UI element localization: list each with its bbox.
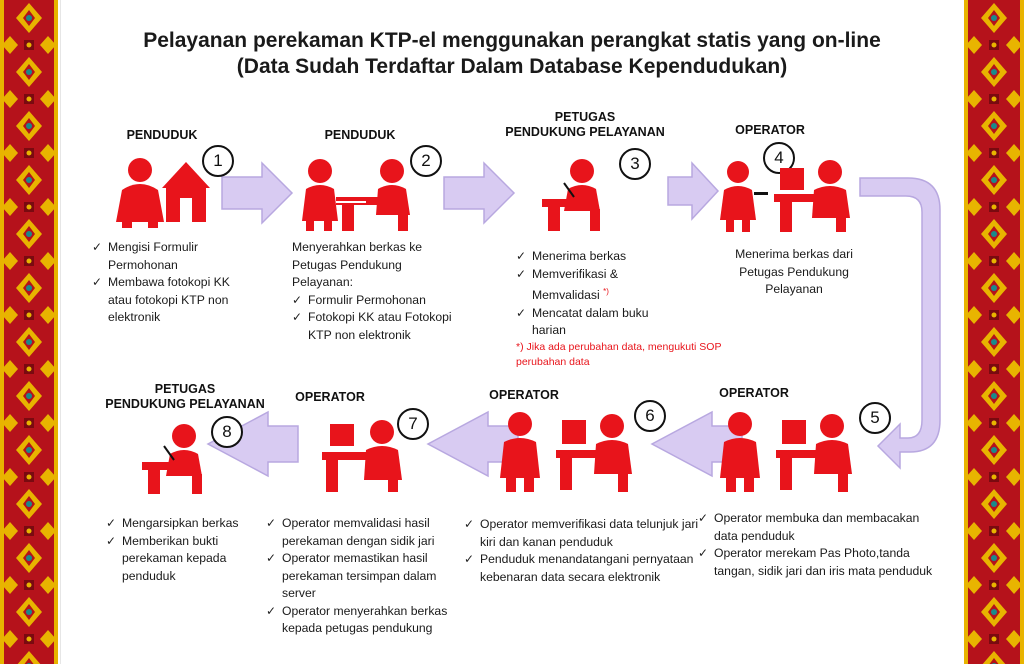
step-1-description <box>92 239 257 327</box>
step-1-number: 1 <box>202 145 234 177</box>
step-6-number: 6 <box>634 400 666 432</box>
step-7-description <box>266 515 466 638</box>
operator-computer-icon <box>718 158 858 234</box>
officer-archiving-icon <box>138 422 218 496</box>
step-7-number: 7 <box>397 408 429 440</box>
step-3-description <box>516 248 676 340</box>
step-8-item-1: ✓ Mengarsipkan berkas <box>106 515 266 533</box>
step-6-label: OPERATOR <box>489 388 559 402</box>
arrow-1-2 <box>222 163 292 223</box>
step-2-item-1: ✓ Formulir Permohonan <box>292 292 462 310</box>
step-2-label: PENDUDUK <box>324 128 396 142</box>
step-3-footnote: *) Jika ada perubahan data, mengukuti SOP perubahan data <box>516 341 722 368</box>
step-2-number: 2 <box>410 145 442 177</box>
step-3-note-mark: *) <box>603 287 609 296</box>
step-4-number: 4 <box>763 142 795 174</box>
step-1-item-2: ✓ Membawa fotokopi KK atau fotokopi KTP non elektronik <box>92 274 257 327</box>
step-7-item-3: ✓ Operator menyerahkan berkas kepada petugas pendukung <box>266 603 466 638</box>
step-5-item-1: ✓ Operator membuka dan membacakan data penduduk <box>698 510 938 545</box>
title-line-1: Pelayanan perekaman KTP-el menggunakan perangkat statis yang on-line <box>143 29 881 52</box>
step-8-label-line-1: PETUGAS <box>154 382 216 396</box>
step-3-item-2 <box>516 266 676 305</box>
step-7-item-1: ✓ Operator memvalidasi hasil perekaman dengan sidik jari <box>266 515 466 550</box>
person-house-icon <box>108 150 218 230</box>
step-1-label: PENDUDUK <box>126 128 198 142</box>
step-7-item-2: ✓ Operator memastikan hasil perekaman tersimpan dalam server <box>266 550 466 603</box>
operator-verifying-icon <box>498 410 638 494</box>
step-3-item-3: ✓ Mencatat dalam buku harian <box>516 305 676 340</box>
step-5-item-2: ✓ Operator merekam Pas Photo,tanda tangan, sidik jari dan iris mata penduduk <box>698 545 938 580</box>
officer-writing-icon <box>538 155 618 233</box>
step-3-label-line-1: PETUGAS <box>554 110 616 124</box>
arrow-3-4 <box>668 163 718 219</box>
step-2-item-2: ✓ Fotokopi KK atau Fotokopi KTP non elektronik <box>292 309 462 344</box>
step-8-label <box>100 382 270 412</box>
step-5-label: OPERATOR <box>719 386 789 400</box>
step-8-item-2: ✓ Memberikan bukti perekaman kepada penduduk <box>106 533 266 586</box>
step-6-description <box>464 516 700 586</box>
person-handover-icon <box>298 155 428 235</box>
step-1-item-1: ✓ Mengisi Formulir Permohonan <box>92 239 257 274</box>
operator-recording-icon <box>718 410 858 494</box>
operator-validating-icon <box>318 420 408 494</box>
step-6-item-1: ✓ Operator memverifikasi data telunjuk jari kiri dan kanan penduduk <box>464 516 700 551</box>
step-2-intro: Menyerahkan berkas ke Petugas Pendukung Pelayanan: <box>292 240 423 289</box>
step-4-description: Menerima berkas dari Petugas Pendukung Pelayanan <box>735 247 853 296</box>
step-4-label: OPERATOR <box>735 123 805 137</box>
step-6-item-2: ✓ Penduduk menandatangani pernyataan kebenaran data secara elektronik <box>464 551 700 586</box>
step-8-description <box>106 515 266 585</box>
step-3-label-line-2: PENDUKUNG PELAYANAN <box>505 125 665 139</box>
step-3-item-1: ✓ Menerima berkas <box>516 248 676 266</box>
step-7-label: OPERATOR <box>295 390 365 404</box>
step-5-number: 5 <box>859 402 891 434</box>
step-8-label-line-2: PENDUKUNG PELAYANAN <box>105 397 265 411</box>
step-3-label <box>500 110 670 140</box>
step-2-description <box>292 239 462 344</box>
title-line-2: (Data Sudah Terdaftar Dalam Database Kependudukan) <box>236 55 788 78</box>
step-8-number: 8 <box>211 416 243 448</box>
step-3-item-2-text: Memverifikasi & Memvalidasi <box>532 266 619 303</box>
step-3-number: 3 <box>619 148 651 180</box>
arrow-2-3 <box>444 163 514 223</box>
step-5-description <box>698 510 938 580</box>
